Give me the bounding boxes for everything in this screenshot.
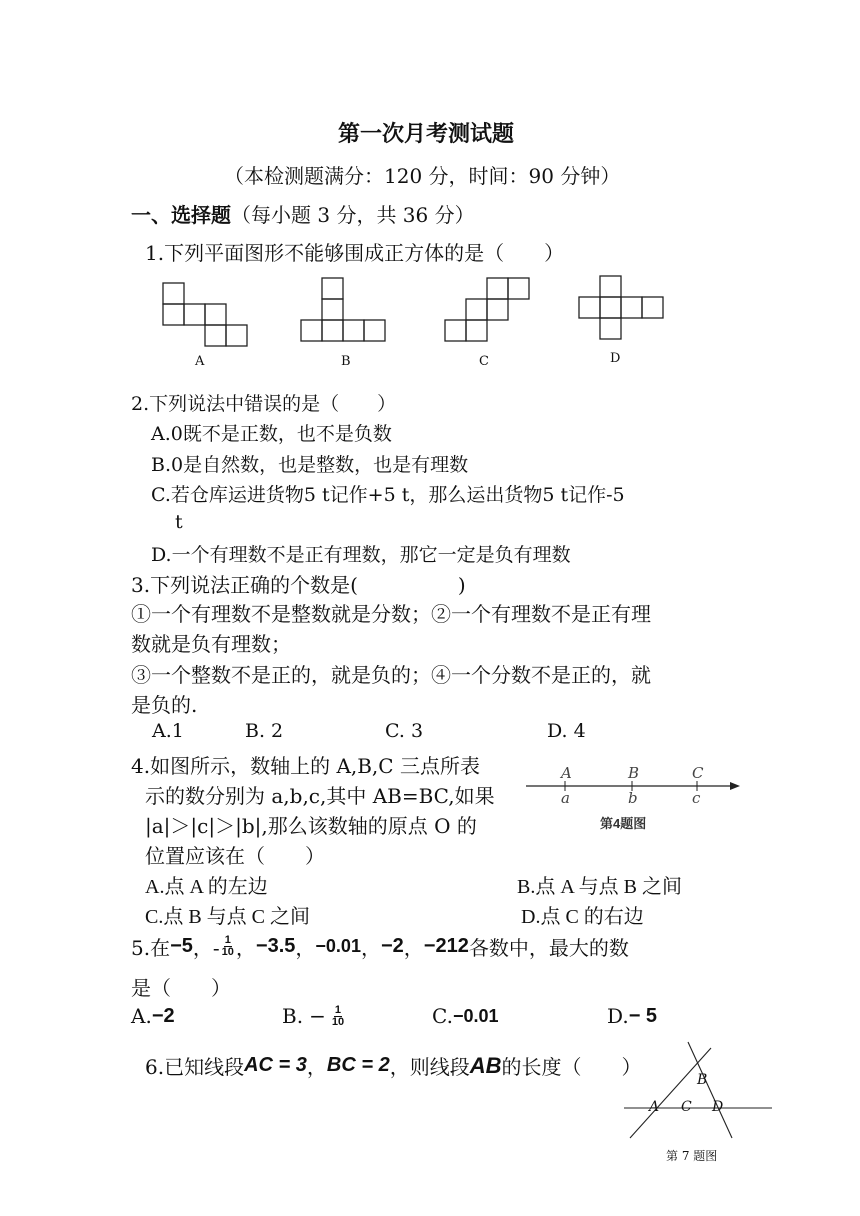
q2-stem: 2.下列说法中错误的是（ ） bbox=[131, 393, 397, 415]
q2-option-b: B.0是自然数，也是整数，也是有理数 bbox=[151, 454, 469, 476]
q4-point-a: A bbox=[561, 764, 572, 782]
section-note: （每小题 3 分，共 36 分） bbox=[231, 203, 475, 227]
q4-line-2: 示的数分别为 a,b,c,其中 AB=BC,如果 bbox=[145, 784, 495, 808]
q2-option-c-wrap: t bbox=[175, 511, 183, 533]
q5-option-a-value: −2 bbox=[151, 1004, 175, 1027]
q4-value-c: c bbox=[692, 789, 701, 807]
q4-option-d: D.点 C 的右边 bbox=[521, 906, 644, 928]
cube-net-d bbox=[579, 276, 663, 339]
q5-option-c-label: C. bbox=[432, 1004, 453, 1028]
q3-statement-2: ③一个整数不是正的，就是负的；④一个分数不是正的，就 bbox=[131, 663, 651, 687]
q6-prefix: 6.已知线段 bbox=[145, 1055, 245, 1079]
q5-prefix: 5.在 bbox=[131, 936, 171, 960]
q5-line-1 bbox=[131, 932, 629, 961]
q1-label-d: D bbox=[610, 351, 621, 366]
page-title: 第一次月考测试题 bbox=[338, 121, 515, 147]
q5-number-6: −212 bbox=[423, 935, 469, 957]
q4-value-b: b bbox=[628, 789, 638, 807]
q6-mid: ，则线段 bbox=[389, 1055, 470, 1079]
q5-fraction-numerator: 1 bbox=[224, 934, 231, 946]
section-title: 一、选择题 bbox=[131, 203, 231, 227]
q5-fraction-denominator: 10 bbox=[221, 946, 234, 958]
q7-label-a: A bbox=[649, 1099, 660, 1115]
q2-option-d: D.一个有理数不是正有理数，那它一定是负有理数 bbox=[151, 544, 571, 566]
q3-option-a: A.1 bbox=[152, 720, 184, 742]
q5-option-a bbox=[131, 1004, 175, 1028]
q1-label-c: C bbox=[479, 354, 489, 369]
q4-figure-caption: 第4题图 bbox=[600, 816, 647, 831]
q5-option-d bbox=[607, 1004, 657, 1028]
q6-expression-ab: AB bbox=[469, 1052, 502, 1078]
q5-line-2: 是（ ） bbox=[131, 976, 231, 1000]
q3-statement-2b: 是负的. bbox=[131, 693, 198, 717]
q7-label-b: B bbox=[697, 1072, 708, 1088]
page-subtitle: （本检测题满分：120 分，时间：90 分钟） bbox=[224, 164, 621, 188]
q4-line-3: |a|＞|c|＞|b|,那么该数轴的原点 O 的 bbox=[145, 814, 477, 838]
q2-option-a: A.0既不是正数，也不是负数 bbox=[151, 423, 392, 445]
q6-suffix: 的长度（ ） bbox=[501, 1055, 642, 1079]
q5-sep-3: ， bbox=[295, 936, 316, 960]
q4-option-c: C.点 B 与点 C 之间 bbox=[145, 906, 311, 928]
q1-net-figures bbox=[0, 270, 860, 370]
cube-net-c bbox=[445, 278, 529, 341]
q5-number-4: −0.01 bbox=[315, 936, 361, 956]
q5-number-5: −2 bbox=[380, 935, 404, 957]
q5-option-b-sign: − bbox=[309, 1004, 326, 1028]
q5-suffix: 各数中，最大的数 bbox=[468, 936, 629, 960]
q3-option-d: D. 4 bbox=[547, 720, 586, 742]
q3-option-b: B. 2 bbox=[245, 720, 284, 742]
q4-option-a: A.点 A 的左边 bbox=[145, 876, 268, 898]
q5-number-3: −3.5 bbox=[255, 935, 296, 957]
q5-option-a-label: A. bbox=[131, 1004, 152, 1028]
q7-label-d: D bbox=[712, 1099, 724, 1115]
q6-expression-bc: BC = 2 bbox=[326, 1054, 390, 1076]
q5-option-c-value: −0.01 bbox=[452, 1005, 499, 1026]
q5-option-b-denominator: 10 bbox=[331, 1015, 345, 1028]
q5-sep-5: ， bbox=[403, 936, 424, 960]
cube-net-a bbox=[163, 283, 247, 346]
q4-line-1: 4.如图所示，数轴上的 A,B,C 三点所表 bbox=[131, 754, 480, 778]
q3-statement-1b: 数就是负有理数； bbox=[131, 632, 291, 656]
q4-value-a: a bbox=[561, 789, 570, 807]
q5-option-b-fraction bbox=[332, 1005, 344, 1028]
q5-option-b-numerator: 1 bbox=[334, 1003, 342, 1016]
q6-sep: ， bbox=[306, 1055, 327, 1079]
q5-sep-2: ， bbox=[235, 936, 256, 960]
q4-option-b: B.点 A 与点 B 之间 bbox=[517, 876, 683, 898]
cube-net-b bbox=[301, 278, 385, 341]
q5-option-b-label: B. bbox=[282, 1004, 304, 1028]
q5-number-1: −5 bbox=[170, 935, 193, 957]
q1-label-b: B bbox=[341, 354, 351, 369]
q7-label-c: C bbox=[681, 1099, 692, 1115]
q7-figure bbox=[620, 1040, 780, 1140]
q5-sep-4: ， bbox=[360, 936, 381, 960]
q5-fraction bbox=[222, 935, 234, 958]
q6-stem bbox=[145, 1051, 642, 1080]
q6-expression-ac: AC = 3 bbox=[244, 1054, 307, 1076]
q4-point-b: B bbox=[628, 764, 640, 782]
q4-line-4: 位置应该在（ ） bbox=[145, 844, 325, 868]
q7-figure-caption: 第 7 题图 bbox=[666, 1149, 718, 1163]
q5-option-b bbox=[282, 1004, 344, 1028]
q3-statement-1: ①一个有理数不是整数就是分数；②一个有理数不是正有理 bbox=[131, 602, 651, 626]
q5-option-d-label: D. bbox=[607, 1004, 629, 1028]
q3-option-c: C. 3 bbox=[385, 720, 424, 742]
q5-option-c bbox=[432, 1004, 499, 1028]
q1-label-a: A bbox=[195, 354, 205, 369]
q4-point-c: C bbox=[692, 764, 704, 782]
q1-stem: 1.下列平面图形不能够围成正方体的是（ ） bbox=[145, 241, 565, 265]
section-heading bbox=[131, 199, 475, 228]
q5-sep-1: ，- bbox=[192, 936, 220, 960]
q2-option-c: C.若仓库运进货物5 t记作+5 t，那么运出货物5 t记作-5 bbox=[151, 484, 625, 506]
q5-option-d-value: − 5 bbox=[628, 1004, 658, 1027]
q3-stem: 3.下列说法正确的个数是( ) bbox=[131, 573, 466, 597]
